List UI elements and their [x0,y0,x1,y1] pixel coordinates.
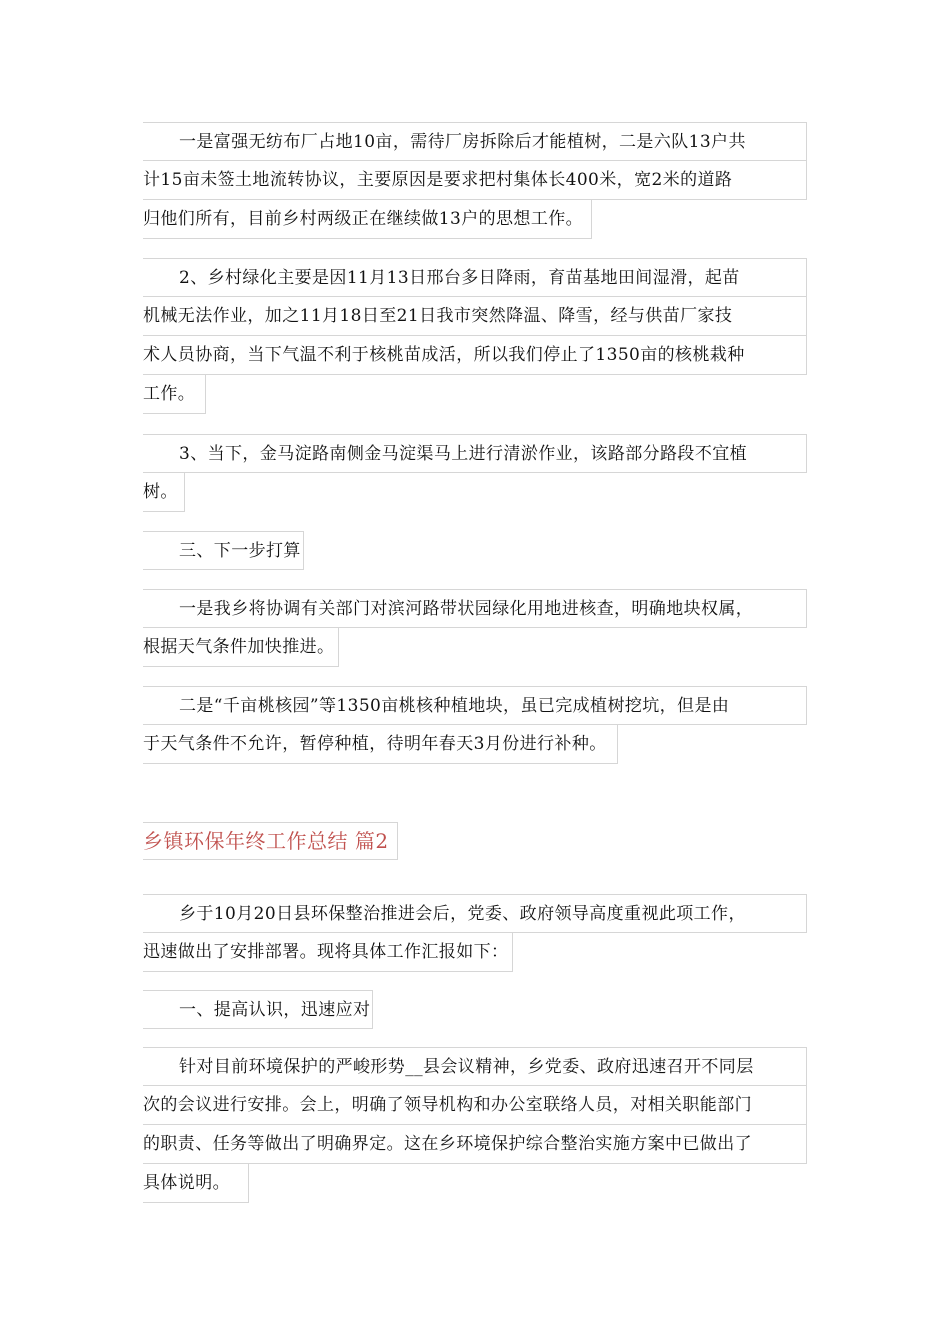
text-line: 具体说明。 [143,1164,249,1203]
paragraph-1 [143,122,807,239]
text-line: 树。 [143,473,185,512]
text-line: 根据天气条件加快推进。 [143,628,339,667]
text-line: 针对目前环境保护的严峻形势__县会议精神，乡党委、政府迅速召开不同层 [143,1047,807,1086]
text-line: 计15亩未签土地流转协议，主要原因是要求把村集体长400米，宽2米的道路 [143,161,807,200]
paragraph-2 [143,258,807,414]
paragraph-7 [143,1047,807,1203]
paragraph-4 [143,589,807,667]
text-line: 的职责、任务等做出了明确界定。这在乡环境保护综合整治实施方案中已做出了 [143,1125,807,1164]
section-heading-awareness [143,990,807,1030]
paragraph-3 [143,434,807,512]
text-line: 次的会议进行安排。会上，明确了领导机构和办公室联络人员，对相关职能部门 [143,1086,807,1125]
text-line: 工作。 [143,375,206,414]
text-line: 一是我乡将协调有关部门对滨河路带状园绿化用地进核查，明确地块权属， [143,589,807,628]
text-line: 机械无法作业，加之11月18日至21日我市突然降温、降雪，经与供苗厂家技 [143,297,807,336]
text-line: 迅速做出了安排部署。现将具体工作汇报如下： [143,933,513,972]
section-heading-next-steps [143,531,807,571]
section-title: 乡镇环保年终工作总结 篇2 [143,822,398,860]
text-line: 于天气条件不允许，暂停种植，待明年春天3月份进行补种。 [143,725,618,764]
text-line: 2、乡村绿化主要是因11月13日邢台多日降雨，育苗基地田间湿滑，起苗 [143,258,807,297]
text-line: 3、当下，金马淀路南侧金马淀渠马上进行清淤作业，该路部分路段不宜植 [143,434,807,473]
text-line: 术人员协商，当下气温不利于核桃苗成活，所以我们停止了1350亩的核桃栽种 [143,336,807,375]
paragraph-5 [143,686,807,764]
paragraph-6 [143,894,807,972]
text-line: 乡于10月20日县环保整治推进会后，党委、政府领导高度重视此项工作， [143,894,807,933]
text-line: 二是“千亩桃核园”等1350亩桃核种植地块，虽已完成植树挖坑，但是由 [143,686,807,725]
text-line: 一是富强无纺布厂占地10亩，需待厂房拆除后才能植树，二是六队13户共 [143,122,807,161]
text-line: 三、下一步打算 [143,531,304,570]
text-line: 归他们所有，目前乡村两级正在继续做13户的思想工作。 [143,200,592,239]
text-line: 一、提高认识，迅速应对 [143,990,373,1029]
